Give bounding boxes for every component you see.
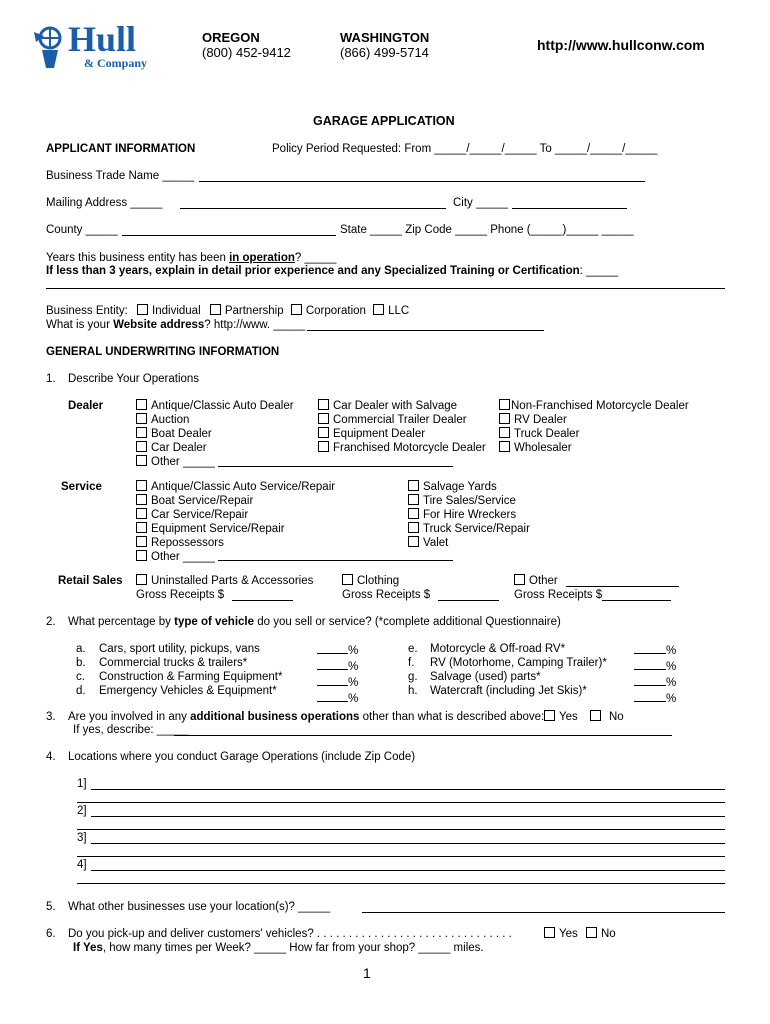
option-label: Equipment Dealer — [333, 428, 426, 440]
option-label: Other _____ — [151, 456, 215, 468]
checkbox[interactable] — [136, 427, 147, 438]
checkbox[interactable] — [586, 927, 597, 938]
retail-sales-label: Retail Sales — [58, 575, 123, 587]
pct-sign: % — [348, 677, 359, 689]
q2-text — [68, 615, 561, 629]
dealer-label: Dealer — [68, 400, 104, 412]
checkbox[interactable] — [590, 710, 601, 721]
less-than-3-bold: If less than 3 years, explain in detail prior experience and any Specialized Training or Certification — [46, 265, 580, 277]
logo-sub-text: & Company — [84, 56, 148, 70]
location-1-field[interactable] — [91, 789, 725, 790]
checkbox[interactable] — [136, 413, 147, 424]
item-letter: f. — [408, 657, 415, 669]
item-text: Watercraft (including Jet Skis)* — [430, 685, 587, 697]
checkbox[interactable] — [136, 399, 147, 410]
q6-times: , how many times per Week? _____ How far from your shop? _____ miles. — [102, 942, 484, 954]
retail-option-clothing[interactable] — [342, 574, 399, 588]
washington-label: WASHINGTON — [340, 30, 430, 45]
checkbox[interactable] — [136, 574, 147, 585]
page-number: 1 — [363, 965, 371, 981]
years-prefix: Years this business entity has been — [46, 252, 230, 264]
service-col1 — [136, 480, 335, 564]
item-letter: b. — [76, 657, 86, 669]
option-label: Corporation — [305, 305, 366, 317]
website-prefix: What is your — [46, 319, 114, 331]
option-label: No — [601, 928, 616, 940]
q2-item — [76, 684, 282, 698]
company-logo — [34, 19, 159, 72]
dealer-option[interactable] — [136, 427, 294, 441]
checkbox[interactable] — [408, 494, 419, 505]
option-label: Boat Dealer — [151, 428, 212, 440]
option-label: Auction — [151, 414, 190, 426]
option-label: Uninstalled Parts & Accessories — [151, 575, 314, 587]
option-label: RV Dealer — [514, 414, 567, 426]
item-text: RV (Motorhome, Camping Trailer)* — [430, 657, 607, 669]
website-bold: Website address — [113, 319, 205, 331]
washington-phone: (866) 499-5714 — [340, 45, 429, 60]
pct-field[interactable] — [317, 674, 358, 690]
item-letter: a. — [76, 643, 86, 655]
location-1-line2[interactable] — [77, 802, 725, 803]
checkbox[interactable] — [544, 927, 555, 938]
pct-sign: % — [348, 661, 359, 673]
pct-sign: % — [348, 645, 359, 657]
location-1-label: 1] — [77, 778, 87, 790]
checkbox[interactable] — [136, 508, 147, 519]
pct-field[interactable] — [634, 690, 676, 706]
q2-item — [76, 670, 282, 684]
checkbox[interactable] — [373, 304, 384, 315]
dealer-option[interactable] — [318, 441, 486, 455]
item-text: Emergency Vehicles & Equipment* — [99, 685, 277, 697]
checkbox[interactable] — [136, 494, 147, 505]
mailing-address-label: Mailing Address _____ — [46, 197, 163, 209]
checkbox[interactable] — [408, 536, 419, 547]
dealer-option[interactable] — [499, 399, 689, 413]
q6-if-yes: If Yes — [73, 942, 103, 954]
checkbox[interactable] — [210, 304, 221, 315]
q4-text: Locations where you conduct Garage Operations (include Zip Code) — [68, 751, 416, 763]
checkbox[interactable] — [544, 710, 555, 721]
location-3-field[interactable] — [91, 843, 725, 844]
q2-item — [408, 670, 607, 684]
option-label: Truck Service/Repair — [423, 523, 530, 535]
option-label: Individual — [152, 305, 201, 317]
dealer-option[interactable] — [318, 413, 486, 427]
gross-receipts-clothing-field[interactable] — [438, 600, 499, 601]
state-zip-phone-field[interactable]: State _____ Zip Code _____ Phone (_____)_____ _____ — [340, 224, 634, 236]
q3-describe-field[interactable] — [174, 735, 672, 736]
option-label: Equipment Service/Repair — [151, 523, 285, 535]
item-text: Commercial trucks & trailers* — [99, 657, 248, 669]
gross-receipts-parts: Gross Receipts $ — [136, 589, 225, 601]
option-label: Salvage Yards — [423, 481, 497, 493]
website-address-field[interactable] — [46, 318, 305, 332]
pct-sign: % — [666, 661, 677, 673]
checkbox[interactable] — [408, 522, 419, 533]
service-option[interactable] — [408, 480, 530, 494]
business-trade-name-field[interactable] — [199, 181, 645, 182]
pct-sign: % — [666, 645, 677, 657]
retail-other-field[interactable] — [566, 586, 679, 587]
checkbox[interactable] — [408, 508, 419, 519]
option-label: Car Dealer — [151, 442, 207, 454]
q2-bold: type of vehicle — [174, 616, 255, 628]
option-label: Clothing — [357, 575, 400, 587]
item-text: Cars, sport utility, pickups, vans — [99, 643, 260, 655]
q2-item — [76, 642, 282, 656]
service-option[interactable] — [136, 536, 335, 550]
q6-followup[interactable] — [73, 941, 484, 955]
pct-sign: % — [348, 693, 359, 705]
q3-bold: additional business operations — [190, 711, 360, 723]
pct-field[interactable] — [634, 674, 676, 690]
q2-right-list — [408, 642, 607, 698]
checkbox[interactable] — [318, 441, 329, 452]
item-letter: d. — [76, 685, 86, 697]
item-text: Construction & Farming Equipment* — [99, 671, 283, 683]
location-2-field[interactable] — [91, 816, 725, 817]
q2-item — [408, 642, 607, 656]
option-label: Partnership — [224, 305, 284, 317]
checkbox[interactable] — [136, 441, 147, 452]
item-letter: e. — [408, 643, 418, 655]
option-label: Antique/Classic Auto Dealer — [151, 400, 294, 412]
dealer-col3 — [499, 399, 689, 455]
checkbox[interactable] — [137, 304, 148, 315]
service-col2 — [408, 480, 530, 550]
city-field[interactable] — [512, 208, 627, 209]
option-label: Commercial Trailer Dealer — [333, 414, 467, 426]
option-label: Non-Franchised Motorcycle Dealer — [511, 400, 689, 412]
pct-field[interactable] — [317, 690, 358, 706]
location-2-line2[interactable] — [77, 829, 725, 830]
entity-partnership[interactable] — [210, 305, 284, 317]
service-option[interactable] — [136, 494, 335, 508]
q3-prefix: Are you involved in any — [68, 711, 191, 723]
checkbox[interactable] — [291, 304, 302, 315]
page-title: GARAGE APPLICATION — [313, 114, 455, 128]
dealer-option[interactable] — [499, 427, 689, 441]
pct-field[interactable] — [634, 642, 676, 658]
option-label: Tire Sales/Service — [423, 495, 516, 507]
business-entity-label: Business Entity: — [46, 305, 128, 317]
dealer-option[interactable] — [499, 441, 689, 455]
q2-item — [76, 656, 282, 670]
dealer-option[interactable] — [499, 413, 689, 427]
retail-option-parts[interactable] — [136, 574, 313, 588]
checkbox[interactable] — [136, 550, 147, 561]
checkbox[interactable] — [136, 522, 147, 533]
q2-left-pct[interactable] — [317, 642, 358, 706]
dealer-option[interactable] — [136, 441, 294, 455]
option-label: Valet — [423, 537, 449, 549]
entity-corporation[interactable] — [291, 305, 366, 317]
county-field[interactable] — [122, 235, 336, 236]
gross-receipts-other-field[interactable] — [602, 600, 671, 601]
q2-item — [408, 684, 607, 698]
gross-receipts-parts-field[interactable] — [232, 600, 293, 601]
pct-field[interactable] — [317, 658, 358, 674]
option-label: Yes — [559, 711, 578, 723]
business-entity-row — [46, 304, 409, 318]
service-option[interactable] — [136, 550, 335, 564]
option-label: No — [609, 711, 624, 723]
location-2-label: 2] — [77, 805, 87, 817]
service-option[interactable] — [408, 494, 530, 508]
less-than-3-years-field[interactable] — [46, 264, 618, 278]
q6-number: 6. — [46, 928, 56, 940]
policy-period-field[interactable]: Policy Period Requested: From _____/_____/_____ To _____/_____/_____ — [272, 143, 658, 155]
checkbox[interactable] — [499, 441, 510, 452]
dealer-col2 — [318, 399, 486, 455]
option-label: Antique/Classic Auto Service/Repair — [151, 481, 336, 493]
checkbox[interactable] — [136, 455, 147, 466]
q2-prefix: What percentage by — [68, 616, 175, 628]
q1-number: 1. — [46, 373, 56, 385]
checkbox[interactable] — [136, 536, 147, 547]
item-letter: g. — [408, 671, 418, 683]
q3-number: 3. — [46, 711, 56, 723]
item-text: Motorcycle & Off-road RV* — [430, 643, 566, 655]
years-in-operation-field[interactable] — [46, 251, 336, 265]
service-option[interactable] — [408, 522, 530, 536]
oregon-phone: (800) 452-9412 — [202, 45, 291, 60]
checkbox[interactable] — [499, 427, 510, 438]
q2-item — [408, 656, 607, 670]
gross-receipts-other: Gross Receipts $ — [514, 589, 603, 601]
location-3-label: 3] — [77, 832, 87, 844]
option-label: Wholesaler — [514, 442, 572, 454]
q5-number: 5. — [46, 901, 56, 913]
dealer-option[interactable] — [318, 399, 486, 413]
oregon-label: OREGON — [202, 30, 260, 45]
service-option[interactable] — [408, 536, 530, 550]
location-4-field[interactable] — [91, 870, 725, 871]
service-option[interactable] — [136, 522, 335, 536]
q1-text: Describe Your Operations — [68, 373, 200, 385]
website-line[interactable] — [307, 330, 544, 331]
business-trade-name-label: Business Trade Name _____ — [46, 170, 195, 182]
checkbox[interactable] — [514, 574, 525, 585]
q6-no-option[interactable] — [586, 927, 616, 941]
q3-describe-label: If yes, describe: _____ — [73, 724, 189, 736]
years-bold: in operation — [229, 252, 295, 264]
checkbox[interactable] — [136, 480, 147, 491]
checkbox[interactable] — [499, 413, 510, 424]
dealer-col1 — [136, 399, 294, 469]
service-option[interactable] — [136, 480, 335, 494]
experience-line[interactable] — [46, 288, 725, 289]
option-label: Car Dealer with Salvage — [333, 400, 458, 412]
county-label: County _____ — [46, 224, 118, 236]
checkbox[interactable] — [318, 399, 329, 410]
checkbox[interactable] — [318, 427, 329, 438]
dealer-option[interactable] — [136, 399, 294, 413]
checkbox[interactable] — [408, 480, 419, 491]
location-4-line2[interactable] — [77, 883, 725, 884]
pct-field[interactable] — [634, 658, 676, 674]
pct-sign: % — [666, 677, 677, 689]
q6-yes-option[interactable] — [544, 927, 578, 941]
option-label: LLC — [388, 305, 410, 317]
checkbox[interactable] — [342, 574, 353, 585]
entity-individual[interactable] — [137, 305, 201, 317]
website-suffix: ? http://www. _____ — [204, 319, 306, 331]
q3-no-option[interactable] — [590, 710, 624, 724]
q4-number: 4. — [46, 751, 56, 763]
q6-text: Do you pick-up and deliver customers' vehicles? . . . . . . . . . . . . . . . . . . . . . . . . . . . . . . . — [68, 928, 512, 940]
checkbox[interactable] — [499, 399, 510, 410]
retail-option-other[interactable] — [514, 574, 558, 588]
q3-suffix: other than what is described above: — [359, 711, 545, 723]
q2-right-pct[interactable] — [634, 642, 676, 706]
service-option[interactable] — [408, 508, 530, 522]
logo-main-text: Hull — [68, 19, 137, 59]
option-label: Yes — [559, 928, 578, 940]
mailing-address-field[interactable] — [180, 208, 446, 209]
option-label: Car Service/Repair — [151, 509, 249, 521]
location-4-label: 4] — [77, 859, 87, 871]
option-label: Franchised Motorcycle Dealer — [333, 442, 486, 454]
item-letter: h. — [408, 685, 418, 697]
pct-field[interactable] — [317, 642, 358, 658]
location-3-line2[interactable] — [77, 856, 725, 857]
q2-number: 2. — [46, 616, 56, 628]
years-suffix: ? _____ — [294, 252, 337, 264]
general-heading: GENERAL UNDERWRITING INFORMATION — [46, 346, 280, 358]
q2-left-list — [76, 642, 282, 698]
dealer-other-line[interactable] — [218, 466, 453, 467]
option-label: Repossessors — [151, 537, 224, 549]
pct-sign: % — [666, 693, 677, 705]
dealer-option[interactable] — [318, 427, 486, 441]
gross-receipts-clothing: Gross Receipts $ — [342, 589, 431, 601]
option-label: Other — [529, 575, 558, 587]
item-letter: c. — [76, 671, 85, 683]
q5-field[interactable] — [362, 912, 725, 913]
service-label: Service — [61, 481, 102, 493]
city-label: City _____ — [453, 197, 508, 209]
compass-logo-icon — [34, 24, 68, 70]
q3-text — [68, 710, 544, 724]
service-other-line[interactable] — [218, 560, 453, 561]
less-than-3-suffix: : _____ — [579, 265, 619, 277]
service-option[interactable] — [136, 508, 335, 522]
q3-yes-option[interactable] — [544, 710, 578, 724]
checkbox[interactable] — [318, 413, 329, 424]
website-link[interactable]: http://www.hullconw.com — [537, 37, 705, 53]
option-label: Boat Service/Repair — [151, 495, 254, 507]
item-text: Salvage (used) parts* — [430, 671, 541, 683]
entity-llc[interactable] — [373, 305, 409, 317]
option-label: Truck Dealer — [514, 428, 580, 440]
q5-text: What other businesses use your location(s)? _____ — [68, 901, 331, 913]
option-label: Other _____ — [151, 551, 215, 563]
q2-suffix: do you sell or service? (*complete additional Questionnaire) — [254, 616, 561, 628]
option-label: For Hire Wreckers — [423, 509, 517, 521]
applicant-heading: APPLICANT INFORMATION — [46, 143, 196, 155]
dealer-option[interactable] — [136, 413, 294, 427]
